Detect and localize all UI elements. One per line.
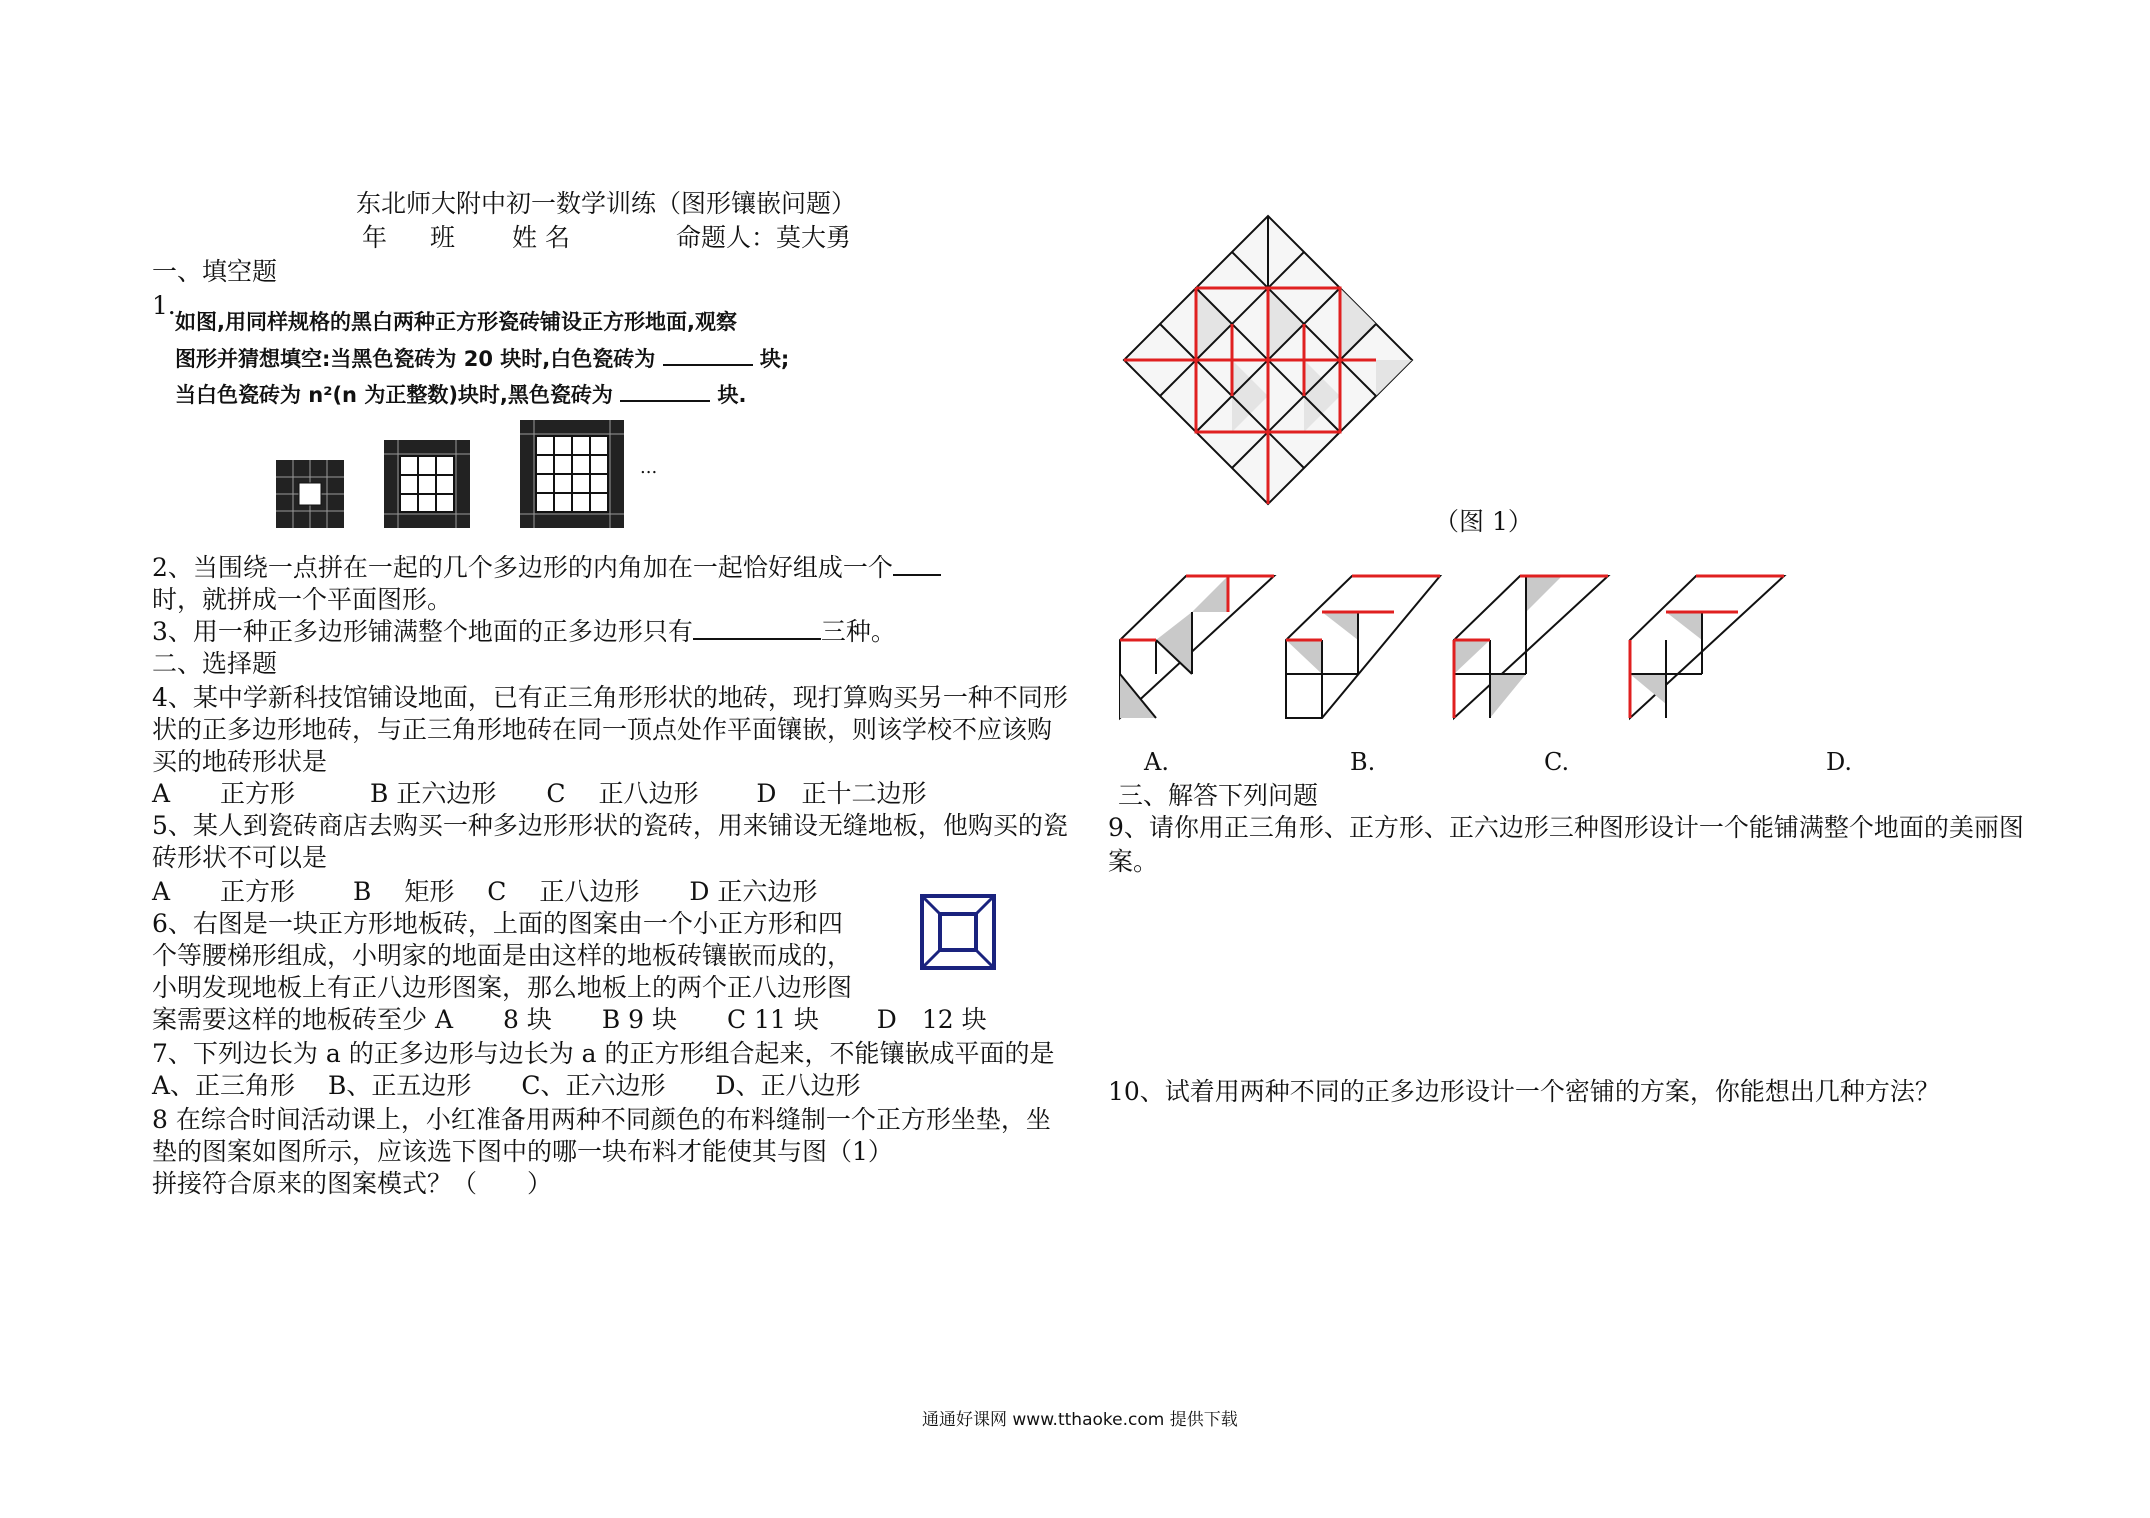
q5-line2: 砖形状不可以是: [152, 843, 328, 872]
q9-line2: 案。: [1108, 847, 1159, 876]
q8-line2: 垫的图案如图所示，应该选下图中的哪一块布料才能使其与图（1）: [152, 1137, 893, 1166]
section-choice-title: 二、选择题: [152, 649, 278, 678]
q1-line3: [175, 378, 747, 411]
q10-line1: 10、试着用两种不同的正多边形设计一个密铺的方案，你能想出几种方法？: [1108, 1077, 1940, 1106]
option-b-figure: [1284, 574, 1444, 720]
tile-pattern-3: [520, 420, 624, 528]
q1-blank-black[interactable]: [620, 378, 710, 402]
q1-line1: 如图,用同样规格的黑白两种正方形瓷砖铺设正方形地面,观察: [175, 310, 737, 334]
q3-line: [152, 616, 896, 648]
q3-text: 3、用一种正多边形铺满整个地面的正多边形只有: [152, 617, 693, 646]
option-c-figure: [1452, 574, 1612, 720]
q8-line3: 拼接符合原来的图案模式？（ ）: [152, 1169, 553, 1198]
q4-line3: 买的地砖形状是: [152, 747, 328, 776]
q4-line1: 4、某中学新科技馆铺设地面，已有正三角形形状的地砖，现打算购买另一种不同形: [152, 683, 1068, 712]
q1-number: 1．: [152, 291, 193, 320]
q6-line1: 6、右图是一块正方形地板砖，上面的图案由一个小正方形和四: [152, 909, 843, 938]
q5-line1: 5、某人到瓷砖商店去购买一种多边形形状的瓷砖，用来铺设无缝地板，他购买的瓷: [152, 811, 1068, 840]
q6-line3: 小明发现地板上有正八边形图案，那么地板上的两个正八边形图: [152, 973, 853, 1002]
q6-line2: 个等腰梯形组成，小明家的地面是由这样的地板砖镶嵌而成的，: [152, 941, 853, 970]
tile-pattern-ellipsis: ...: [640, 457, 658, 478]
floor-tile-figure: [920, 894, 996, 970]
option-d-figure: [1628, 574, 1788, 720]
q2-text: 2、当围绕一点拼在一起的几个多边形的内角加在一起恰好组成一个: [152, 553, 893, 582]
option-d-label: D.: [1826, 748, 1853, 776]
q8-line1: 8 在综合时间活动课上，小红准备用两种不同颜色的布料缝制一个正方形坐垫，坐: [152, 1105, 1051, 1134]
q3-text-end: 三种。: [820, 617, 896, 646]
q7-options: A、正三角形 B、正五边形 C、正六边形 D、正八边形: [152, 1071, 861, 1100]
q2-line1: [152, 552, 941, 584]
q6-line4: 案需要这样的地板砖至少 A 8 块 B 9 块 C 11 块 D 12 块: [152, 1005, 987, 1034]
q1-line3-unit: 块.: [717, 383, 747, 407]
option-a-label: A.: [1144, 748, 1169, 776]
option-c-label: C.: [1544, 748, 1570, 776]
q1-line3-text: 当白色瓷砖为 n²(n 为正整数)块时,黑色瓷砖为: [175, 383, 613, 407]
section-fill-in-title: 一、填空题: [152, 257, 278, 286]
option-a-figure: [1118, 574, 1278, 720]
tile-pattern-2: [384, 440, 470, 528]
q2-line2: 时，就拼成一个平面图形。: [152, 585, 453, 614]
tile-pattern-1: [276, 460, 344, 528]
info-class: 班: [430, 223, 456, 252]
q4-options: A 正方形 B 正六边形 C 正八边形 D 正十二边形: [152, 779, 927, 808]
q3-blank[interactable]: [693, 616, 821, 640]
q1-blank-white[interactable]: [663, 342, 753, 366]
option-b-label: B.: [1350, 748, 1376, 776]
info-name: 姓 名: [512, 223, 570, 252]
q7-line1: 7、下列边长为 a 的正多边形与边长为 a 的正方形组合起来，不能镶嵌成平面的是: [152, 1039, 1055, 1068]
q5-options: A 正方形 B 矩形 C 正八边形 D 正六边形: [152, 877, 818, 906]
footer-source: 通通好课网 www.tthaoke.com 提供下载: [922, 1410, 1238, 1430]
info-grade: 年: [362, 223, 388, 252]
page-title: 东北师大附中初一数学训练（图形镶嵌问题）: [356, 189, 857, 218]
q1-line2-text: 图形并猜想填空:当黑色瓷砖为 20 块时,白色瓷砖为: [175, 347, 656, 371]
q9-line1: 9、请你用正三角形、正方形、正六边形三种图形设计一个能铺满整个地面的美丽图: [1108, 813, 2024, 842]
figure-1-caption: （图 1）: [1434, 507, 1533, 536]
info-author: 命题人：莫大勇: [676, 223, 852, 252]
q2-blank[interactable]: [893, 552, 941, 576]
figure-1-pattern: [1118, 216, 1418, 516]
q1-line2-unit: 块;: [759, 347, 790, 371]
q4-line2: 状的正多边形地砖，与正三角形地砖在同一顶点处作平面镶嵌，则该学校不应该购: [152, 715, 1053, 744]
section-answer-title: 三、解答下列问题: [1118, 781, 1319, 810]
q1-line2: [175, 342, 789, 375]
